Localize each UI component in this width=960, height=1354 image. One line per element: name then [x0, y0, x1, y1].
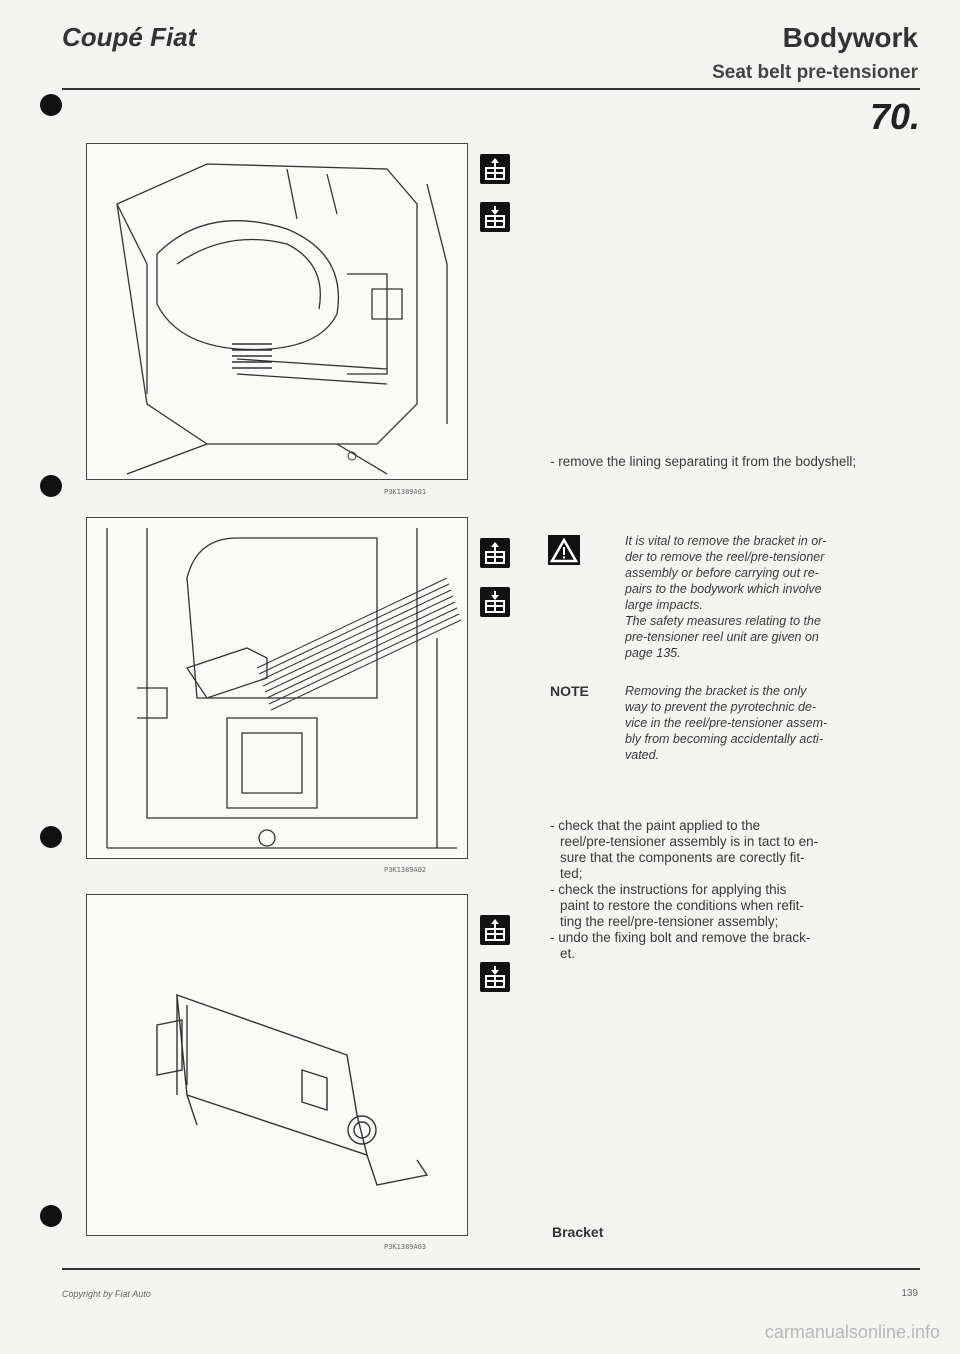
bracket-illustration: [87, 895, 467, 1235]
watermark: carmanualsonline.info: [764, 1322, 940, 1342]
figure-caption: Bracket: [552, 1224, 604, 1240]
note-label: NOTE: [550, 683, 589, 699]
page-number: 139: [901, 1288, 918, 1299]
step-list: [550, 818, 920, 962]
remove-refit-icon: [480, 915, 510, 945]
figure-code: P3K1389A01: [384, 488, 427, 496]
warning-text: It is vital to remove the bracket in or- der to remove the reel/pre-tensioner assembly or before carrying out re- pairs to the bodywork which involve large impacts. The safety measures relating to the pre-tensioner reel unit are given on page 135.: [625, 534, 827, 660]
brand-title: Coupé Fiat: [62, 22, 197, 52]
step-remove-lining: - remove the lining separating it from the bodyshell;: [550, 454, 857, 469]
section-title: Bodywork: [782, 22, 918, 53]
warning-icon: [548, 535, 580, 565]
binder-hole: [40, 94, 62, 116]
binder-hole: [40, 1205, 62, 1227]
list-item: - undo the fixing bolt and remove the brack- et.: [550, 930, 811, 961]
binder-hole: [40, 475, 62, 497]
header-rule: [62, 88, 920, 90]
lining-illustration: [87, 144, 467, 479]
remove-refit-icon: [480, 154, 510, 184]
footer-rule: [62, 1268, 920, 1270]
note-text: Removing the bracket is the only way to prevent the pyrotechnic de- vice in the reel/pre-tensioner assem- bly from becoming accidentally acti- vated.: [625, 684, 828, 762]
list-item: - check that the paint applied to the reel/pre-tensioner assembly is in tact to en- sure that the components are corectly fit- ted;: [550, 818, 819, 881]
remove-refit-icon: [480, 962, 510, 992]
copyright: Copyright by Fiat Auto: [62, 1289, 151, 1299]
page-code: 70.: [869, 96, 920, 137]
figure-bracket: [86, 894, 468, 1236]
remove-refit-icon: [480, 202, 510, 232]
figure-bracket-in-car: [86, 517, 468, 859]
figure-lining: [86, 143, 468, 480]
bracket-in-car-illustration: [87, 518, 467, 858]
binder-hole: [40, 826, 62, 848]
figure-code: P3K1389A03: [384, 1243, 427, 1251]
subsection-title: Seat belt pre-tensioner: [712, 62, 918, 83]
figure-code: P3K1389A02: [384, 866, 427, 874]
remove-refit-icon: [480, 587, 510, 617]
list-item: - check the instructions for applying this paint to restore the conditions when refit- ting the reel/pre-tensioner assembly;: [550, 882, 804, 929]
remove-refit-icon: [480, 538, 510, 568]
